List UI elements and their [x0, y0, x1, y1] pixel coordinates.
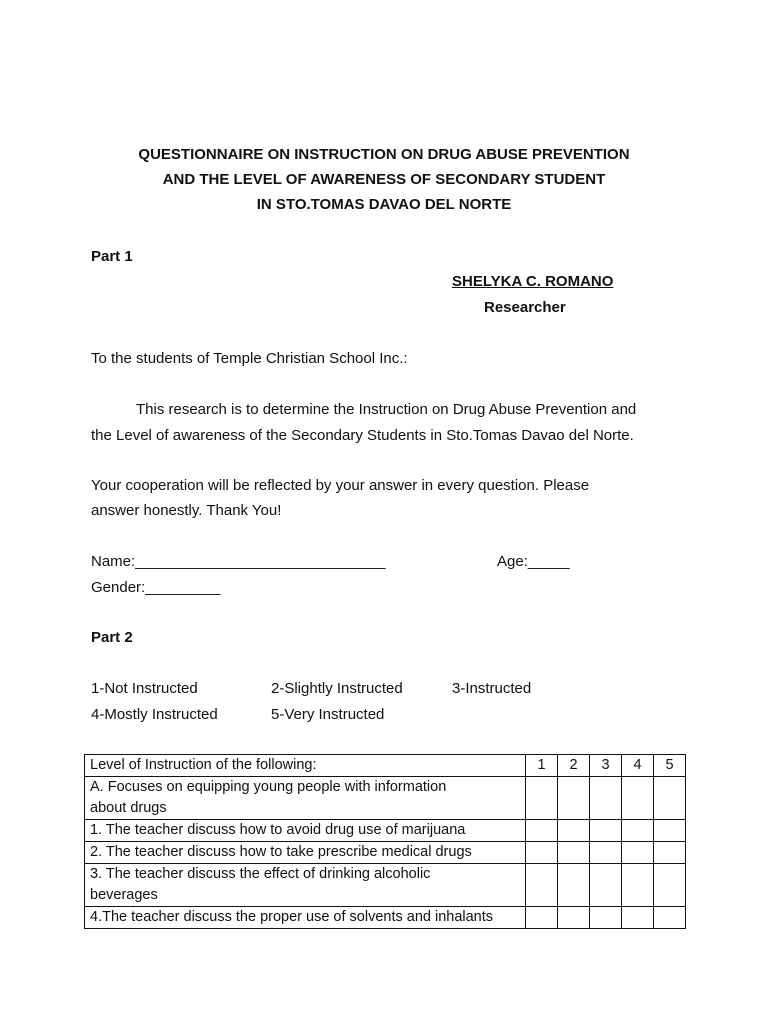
rating-cell[interactable]	[590, 777, 622, 820]
paragraph1-line2: the Level of awareness of the Secondary Students in Sto.Tomas Davao del Norte.	[91, 427, 634, 444]
rating-cell[interactable]	[654, 907, 686, 929]
rating-cell[interactable]	[558, 907, 590, 929]
rating-cell[interactable]	[622, 820, 654, 842]
age-field[interactable]	[497, 553, 570, 570]
salutation: To the students of Temple Christian School Inc.:	[91, 350, 408, 367]
title-line-1: QUESTIONNAIRE ON INSTRUCTION ON DRUG ABUSE PREVENTION	[138, 146, 630, 163]
part2-heading: Part 2	[91, 629, 133, 646]
rating-cell[interactable]	[526, 907, 558, 929]
rating-cell[interactable]	[526, 820, 558, 842]
column-header-2: 2	[558, 755, 590, 777]
rating-cell[interactable]	[654, 820, 686, 842]
title-line-2: AND THE LEVEL OF AWARENESS OF SECONDARY STUDENT	[162, 171, 606, 188]
rating-cell[interactable]	[526, 842, 558, 864]
instruction-rating-table	[84, 754, 686, 929]
rating-cell[interactable]	[590, 907, 622, 929]
rating-cell[interactable]	[622, 864, 654, 907]
table-row	[85, 907, 686, 929]
paragraph2-line2: answer honestly. Thank You!	[91, 502, 282, 519]
paragraph1-line1: This research is to determine the Instruction on Drug Abuse Prevention and	[136, 401, 637, 418]
rating-cell[interactable]	[558, 842, 590, 864]
rating-cell[interactable]	[622, 842, 654, 864]
name-label: Name:	[91, 553, 136, 570]
row-label: A. Focuses on equipping young people with information about drugs	[85, 777, 526, 820]
name-blank[interactable]: ______________________________	[135, 553, 386, 570]
rating-cell[interactable]	[526, 864, 558, 907]
gender-label: Gender:	[91, 579, 146, 596]
age-label: Age:	[497, 553, 528, 570]
row-label: 4.The teacher discuss the proper use of solvents and inhalants	[85, 907, 526, 929]
name-field[interactable]	[91, 553, 385, 570]
scale-item-1: 1-Not Instructed	[91, 680, 198, 697]
rating-cell[interactable]	[590, 820, 622, 842]
age-blank[interactable]: _____	[527, 553, 570, 570]
row-label: 3. The teacher discuss the effect of drinking alcoholic beverages	[85, 864, 526, 907]
gender-blank[interactable]: _________	[145, 579, 221, 596]
row-label: 1. The teacher discuss how to avoid drug use of marijuana	[85, 820, 526, 842]
researcher-name: SHELYKA C. ROMANO	[452, 273, 614, 290]
rating-cell[interactable]	[654, 777, 686, 820]
rating-cell[interactable]	[654, 842, 686, 864]
table-row	[85, 820, 686, 842]
part1-heading: Part 1	[91, 248, 133, 265]
table-row	[85, 777, 686, 820]
scale-item-2: 2-Slightly Instructed	[271, 680, 403, 697]
gender-field[interactable]	[91, 579, 220, 596]
researcher-role: Researcher	[484, 299, 566, 316]
scale-item-4: 4-Mostly Instructed	[91, 706, 218, 723]
column-header-4: 4	[622, 755, 654, 777]
column-header-1: 1	[526, 755, 558, 777]
rating-cell[interactable]	[622, 777, 654, 820]
rating-cell[interactable]	[558, 777, 590, 820]
rating-cell[interactable]	[654, 864, 686, 907]
column-header-3: 3	[590, 755, 622, 777]
rating-cell[interactable]	[558, 864, 590, 907]
rating-cell[interactable]	[590, 842, 622, 864]
rating-cell[interactable]	[622, 907, 654, 929]
table-row	[85, 842, 686, 864]
rating-cell[interactable]	[526, 777, 558, 820]
scale-item-3: 3-Instructed	[452, 680, 532, 697]
rating-cell[interactable]	[558, 820, 590, 842]
paragraph2-line1: Your cooperation will be reflected by your answer in every question. Please	[91, 477, 590, 494]
rating-cell[interactable]	[590, 864, 622, 907]
table-row	[85, 864, 686, 907]
table-header-label: Level of Instruction of the following:	[85, 755, 526, 777]
table-header-row	[85, 755, 686, 777]
column-header-5: 5	[654, 755, 686, 777]
row-label: 2. The teacher discuss how to take prescribe medical drugs	[85, 842, 526, 864]
scale-item-5: 5-Very Instructed	[271, 706, 385, 723]
title-line-3: IN STO.TOMAS DAVAO DEL NORTE	[256, 196, 512, 213]
